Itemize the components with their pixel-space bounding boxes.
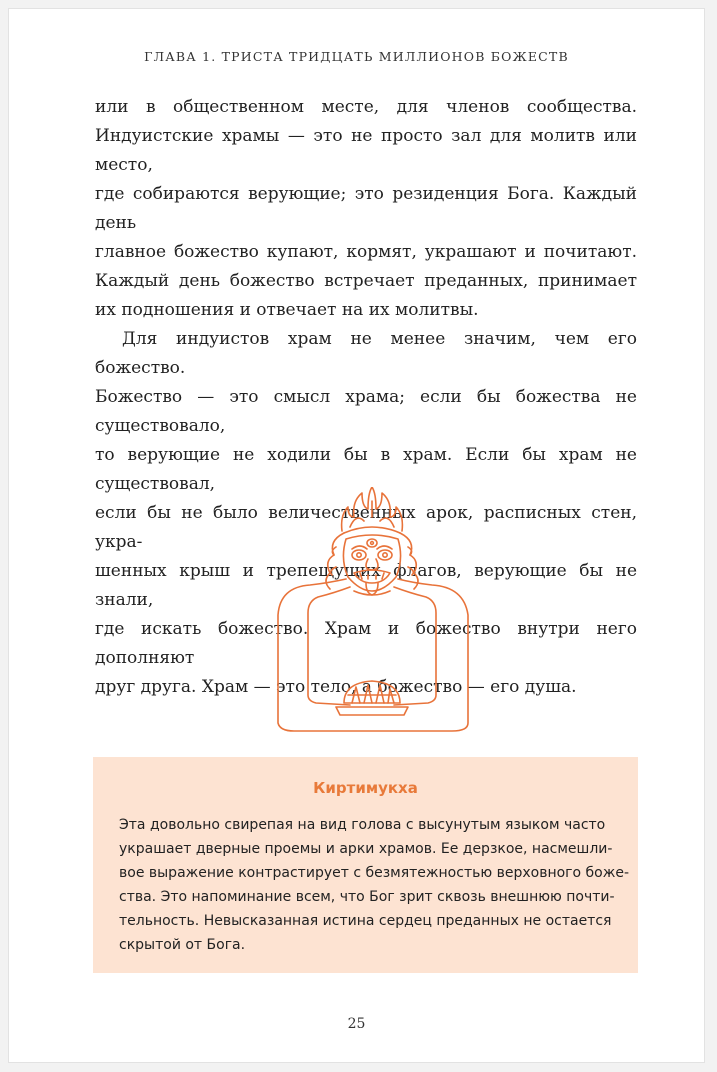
page-number: 25 — [347, 1016, 366, 1032]
sidebar-line: скрытой от Бога. — [119, 937, 246, 953]
text-line: или в общественном месте, для членов сообщества. — [95, 97, 637, 117]
text-line: их подношения и отвечает на их молитвы. — [95, 300, 479, 320]
running-head: ГЛАВА 1. ТРИСТА ТРИДЦАТЬ МИЛЛИОНОВ БОЖЕСТВ — [144, 49, 569, 64]
text-line: Божество — это смысл храма; если бы божества не существовало, — [95, 387, 637, 436]
book-page — [8, 8, 705, 1063]
sidebar-line: украшает дверные проемы и арки храмов. Ее дерзкое, насмешли- — [119, 841, 613, 857]
sidebar-text — [119, 813, 630, 957]
text-line: главное божество купают, кормят, украшают и почитают. — [95, 242, 637, 262]
text-line: Индуистские храмы — это не просто зал для молитв или место, — [95, 126, 637, 175]
sidebar-box — [93, 757, 638, 973]
text-line: шенных крыш и трепещущих флагов, верующие бы не знали, — [95, 561, 637, 610]
text-line: друг друга. Храм — это тело, а божество — его душа. — [95, 677, 577, 697]
text-line: где собираются верующие; это резиденция Бога. Каждый день — [95, 184, 637, 233]
sidebar-line: тельность. Невысказанная истина сердец преданных не остается — [119, 913, 612, 929]
text-line: то верующие не ходили бы в храм. Если бы храм не существовал, — [95, 445, 637, 494]
text-line: Каждый день божество встречает преданных, принимает — [95, 271, 637, 291]
text-line: если бы не было величественных арок, расписных стен, укра- — [95, 503, 637, 552]
sidebar-line: ства. Это напоминание всем, что Бог зрит сквозь внешнюю почти- — [119, 889, 615, 905]
sidebar-title: Киртимукха — [313, 779, 418, 797]
text-line: где искать божество. Храм и божество внутри него дополняют — [95, 619, 637, 668]
text-line: Для индуистов храм не менее значим, чем его божество. — [95, 329, 637, 378]
sidebar-line: вое выражение контрастирует с безмятежностью верховного боже- — [119, 865, 630, 881]
sidebar-line: Эта довольно свирепая на вид голова с высунутым языком часто — [119, 817, 606, 833]
kirtimukha-illustration — [264, 487, 479, 745]
